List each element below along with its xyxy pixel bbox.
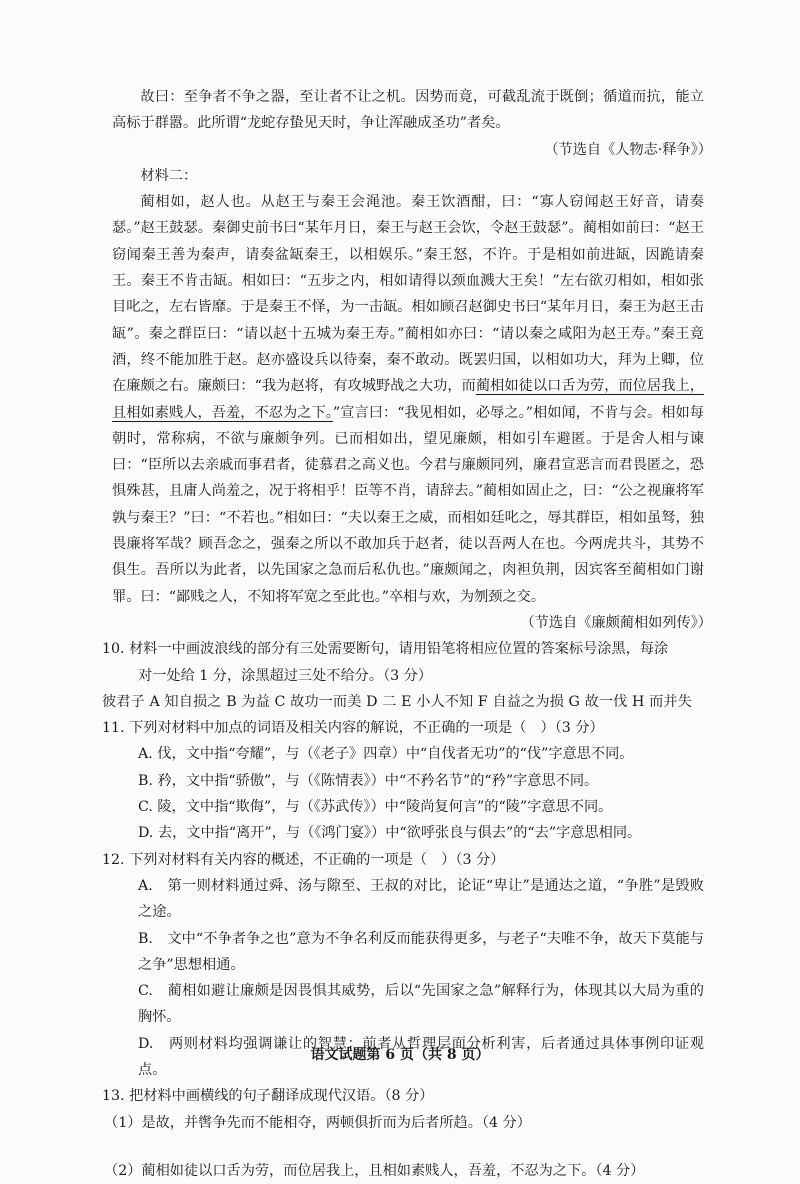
q10-stem-line2: 对一处给 1 分，涂黑超过三处不给分。（3 分） bbox=[138, 667, 433, 684]
q11-option-c: C. 陵，文中指“欺侮”，与（《苏武传》）中“陵尚复何言”的“陵”字意思不同。 bbox=[138, 799, 613, 816]
q11-option-a: A. 伐，文中指“夸耀”，与（《老子》四章）中“自伐者无功”的“伐”字意思不同。 bbox=[138, 746, 634, 763]
material1-source: （节选自《人物志·释争》） bbox=[544, 141, 712, 158]
q13-stem: 13. 把材料中画横线的句子翻译成现代汉语。（8 分） bbox=[102, 1088, 434, 1105]
q12-stem: 12. 下列对材料有关内容的概述，不正确的一项是（ ）（3 分） bbox=[102, 851, 505, 868]
material2-source: （节选自《廉颇蔺相如列传》） bbox=[520, 614, 712, 631]
material2-heading: 材料二： bbox=[140, 167, 198, 184]
q12-option-b: B. 文中“不争者争之也”意为不争名利反而能获得更多，与老子“夫唯不争，故天下莫能与之争”思想相通。 bbox=[138, 930, 704, 973]
answer-space bbox=[112, 1136, 704, 1158]
q12-option-a: A. 第一则材料通过舜、汤与隙至、王叔的对比，论证“卑让”是通达之道，“争胜”是毁败之途。 bbox=[138, 877, 704, 921]
q10-stem-line1: 10. 材料一中画波浪线的部分有三处需要断句，请用铅笔将相应位置的答案标号涂黑，每涂 bbox=[102, 641, 669, 658]
q10-answer-strip: 彼君子 A 知自损之 B 为益 C 故功一而美 D 二 E 小人不知 F 自益之为损 G 故一伐 H 而并失 bbox=[102, 693, 692, 710]
underlined-sentence: 蔺相如徒以口舌为劳，而位居我上，且相如素贱人，吾羞，不忍为之下。 bbox=[112, 378, 704, 421]
q12-option-c: C. 蔺相如避让廉颇是因畏惧其威势，后以“先国家之急”解释行为，体现其以大局为重的胸怀。 bbox=[138, 983, 704, 1026]
q11-option-b: B. 矜，文中指“骄傲”，与（《陈情表》）中“不矜名节”的“矜”字意思不同。 bbox=[138, 772, 599, 789]
q12-option-d: D. 两则材料均强调谦让的智慧：前者从哲理层面分析利害，后者通过具体事例印证观点。 bbox=[138, 1035, 704, 1078]
q13-sub2: （2）蔺相如徒以口舌为劳，而位居我上，且相如素贱人，吾羞，不忍为之下。（4 分） bbox=[104, 1162, 645, 1179]
page-footer: 语文试题第 6 页（共 8 页） bbox=[310, 1047, 490, 1063]
material1-paragraph: 故曰：至争者不争之器，至让者不让之机。因势而竟，可截乱流于既倒；循道而抗，能立高标于群嚣。此所谓“龙蛇存蛰见天时，争让浑融成圣功”者矣。 bbox=[112, 89, 704, 132]
material2-text-part2: ”宣言曰：“我见相如，必辱之。”相如闻，不肯与会。相如每朝时，常称病，不欲与廉颇争列。已而相如出，望见廉颇，相如引车避匿。于是舍人相与谏曰：“臣所以去亲戚而事君者，徒慕君之高义也。今君与廉颇同列，廉君宣恶言而君畏匿之，恐惧殊甚，且庸人尚羞之，况于将相乎！臣等不肖，请辞去。”蔺相如固止之，曰：“公之视廉将军孰与秦王？”曰：“不若也。”相如曰：“夫以秦王之威，而相如廷叱之，辱其群臣，相如虽驽，独畏廉将军哉？顾吾念之，强秦之所以不敢加兵于赵者，徒以吾两人在也。今两虎共斗，其势不俱生。吾所以为此者，以先国家之急而后私仇也。”廉颇闻之，肉袒负荆，因宾客至蔺相如门谢罪。曰：“鄙贱之人，不知将军宽之至此也。”卒相与欢，为刎颈之交。 bbox=[112, 404, 704, 605]
material2-paragraph bbox=[112, 189, 704, 610]
material2-text-part1: 蔺相如，赵人也。从赵王与秦王会渑池。秦王饮酒酣，曰：“寡人窃闻赵王好音，请奏瑟。”赵王鼓瑟。秦御史前书曰“某年月日，秦王与赵王会饮，令赵王鼓瑟”。蔺相如前曰：“赵王窃闻秦王善为秦声，请奏盆缻秦王，以相娱乐。”秦王怒，不许。于是相如前进缻，因跪请秦王。秦王不肯击缻。相如曰：“五步之内，相如请得以颈血溅大王矣！”左右欲刃相如，相如张目叱之，左右皆靡。于是秦王不怿，为一击缻。相如顾召赵御史书曰“某年月日，秦王为赵王击缻”。秦之群臣曰：“请以赵十五城为秦王寿。”蔺相如亦曰：“请以秦之咸阳为赵王寿。”秦王竟酒，终不能加胜于赵。赵亦盛设兵以待秦，秦不敢动。既罢归国，以相如功大，拜为上卿，位在廉颇之右。廉颇曰：“我为赵将，有攻城野战之大功，而 bbox=[112, 194, 704, 395]
q13-sub1: （1）是故，并辔争先而不能相夺，两顿俱折而为后者所趋。（4 分） bbox=[104, 1114, 531, 1131]
q11-stem: 11. 下列对材料中加点的词语及相关内容的解说，不正确的一项是（ ）（3 分） bbox=[102, 720, 604, 737]
q11-option-d: D. 去，文中指“离开”，与（《鸿门宴》）中“欲呼张良与俱去”的“去”字意思相同。 bbox=[138, 825, 642, 842]
